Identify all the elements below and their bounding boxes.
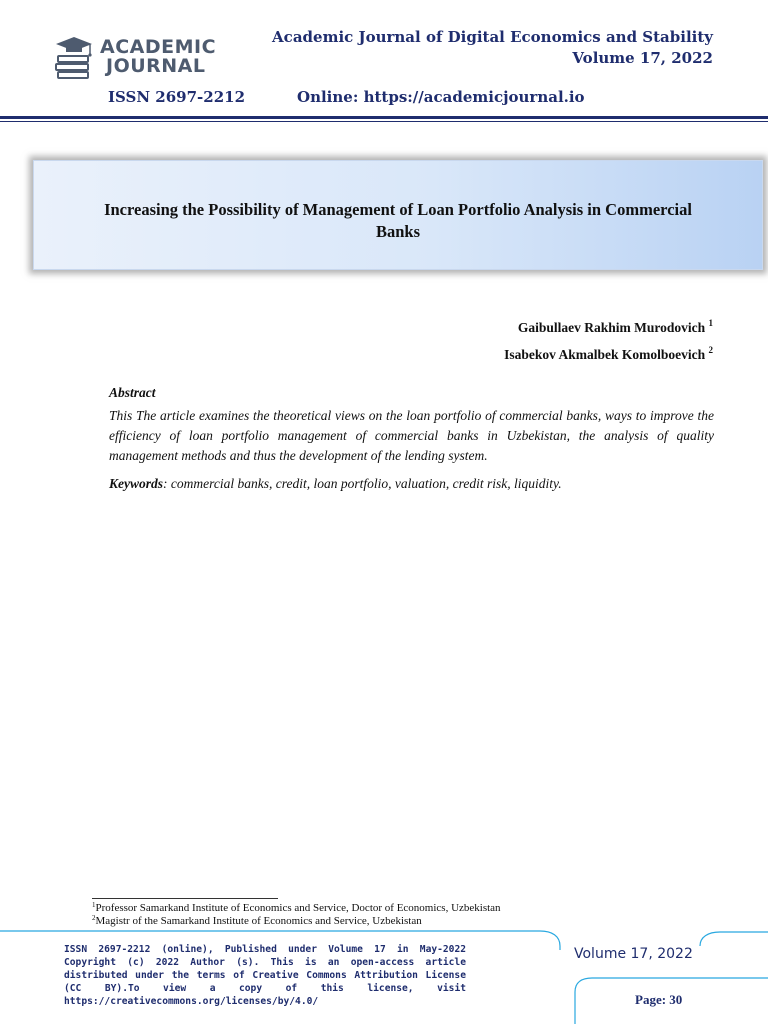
- abstract-heading: Abstract: [109, 385, 156, 400]
- logo-wordmark: [100, 38, 216, 76]
- footnote-mark: 2: [92, 914, 96, 922]
- header-divider-thin: [0, 121, 768, 122]
- author-footnote-mark[interactable]: 2: [708, 345, 713, 355]
- footnote-text: Magistr of the Samarkand Institute of Economics and Service, Uzbekistan: [95, 915, 422, 927]
- article-title: Increasing the Possibility of Management of Loan Portfolio Analysis in Commercial Banks: [104, 200, 692, 241]
- author-footnote-mark[interactable]: 1: [708, 318, 713, 328]
- keywords: [109, 474, 714, 494]
- footnote-2: [92, 914, 422, 927]
- journal-name: Academic Journal of Digital Economics and Stability: [272, 28, 713, 46]
- logo-line-2: JOURNAL: [106, 55, 206, 77]
- footer-license-text: ISSN 2697-2212 (online), Published under Volume 17 in May-2022 Copyright (c) 2022 Author (s). This is an open-access article distributed under the terms of Creative Commons Attribution License (CC BY).To view a copy of this license, visit https://creativecommons.org/licenses/by/4.0/: [64, 944, 466, 1007]
- journal-logo: [52, 34, 232, 84]
- issn-label: ISSN 2697-2212: [108, 88, 246, 106]
- footnote-divider: [92, 898, 278, 899]
- author-name: Isabekov Akmalbek Komolboevich: [504, 347, 706, 362]
- keywords-label: Keywords: [109, 476, 163, 491]
- footnote-1: [92, 901, 501, 914]
- author-2: [504, 345, 713, 363]
- journal-header: [272, 27, 713, 69]
- keywords-text: : commercial banks, credit, loan portfolio, valuation, credit risk, liquidity.: [163, 476, 562, 491]
- page-number: Page: 30: [635, 992, 683, 1007]
- footer-volume: Volume 17, 2022: [574, 946, 693, 962]
- author-name: Gaibullaev Rakhim Murodovich: [517, 320, 706, 335]
- online-link[interactable]: Online: https://academicjournal.io: [297, 88, 585, 106]
- footnote-text: Professor Samarkand Institute of Economics and Service, Doctor of Economics, Uzbekistan: [95, 902, 501, 914]
- abstract-text: This The article examines the theoretical views on the loan portfolio of commercial banks, ways to improve the efficiency of loan portfolio management of commercial banks in Uzbekistan, the analysis of quality management methods and thus the development of the lending system.: [109, 408, 714, 463]
- graduation-cap-books-icon: [52, 34, 96, 82]
- journal-volume: Volume 17, 2022: [572, 49, 713, 67]
- logo-line-1: ACADEMIC: [100, 36, 217, 58]
- header-divider-thick: [0, 116, 768, 119]
- footnote-mark: 1: [92, 901, 96, 909]
- author-1: [518, 318, 713, 336]
- title-box: [33, 160, 763, 270]
